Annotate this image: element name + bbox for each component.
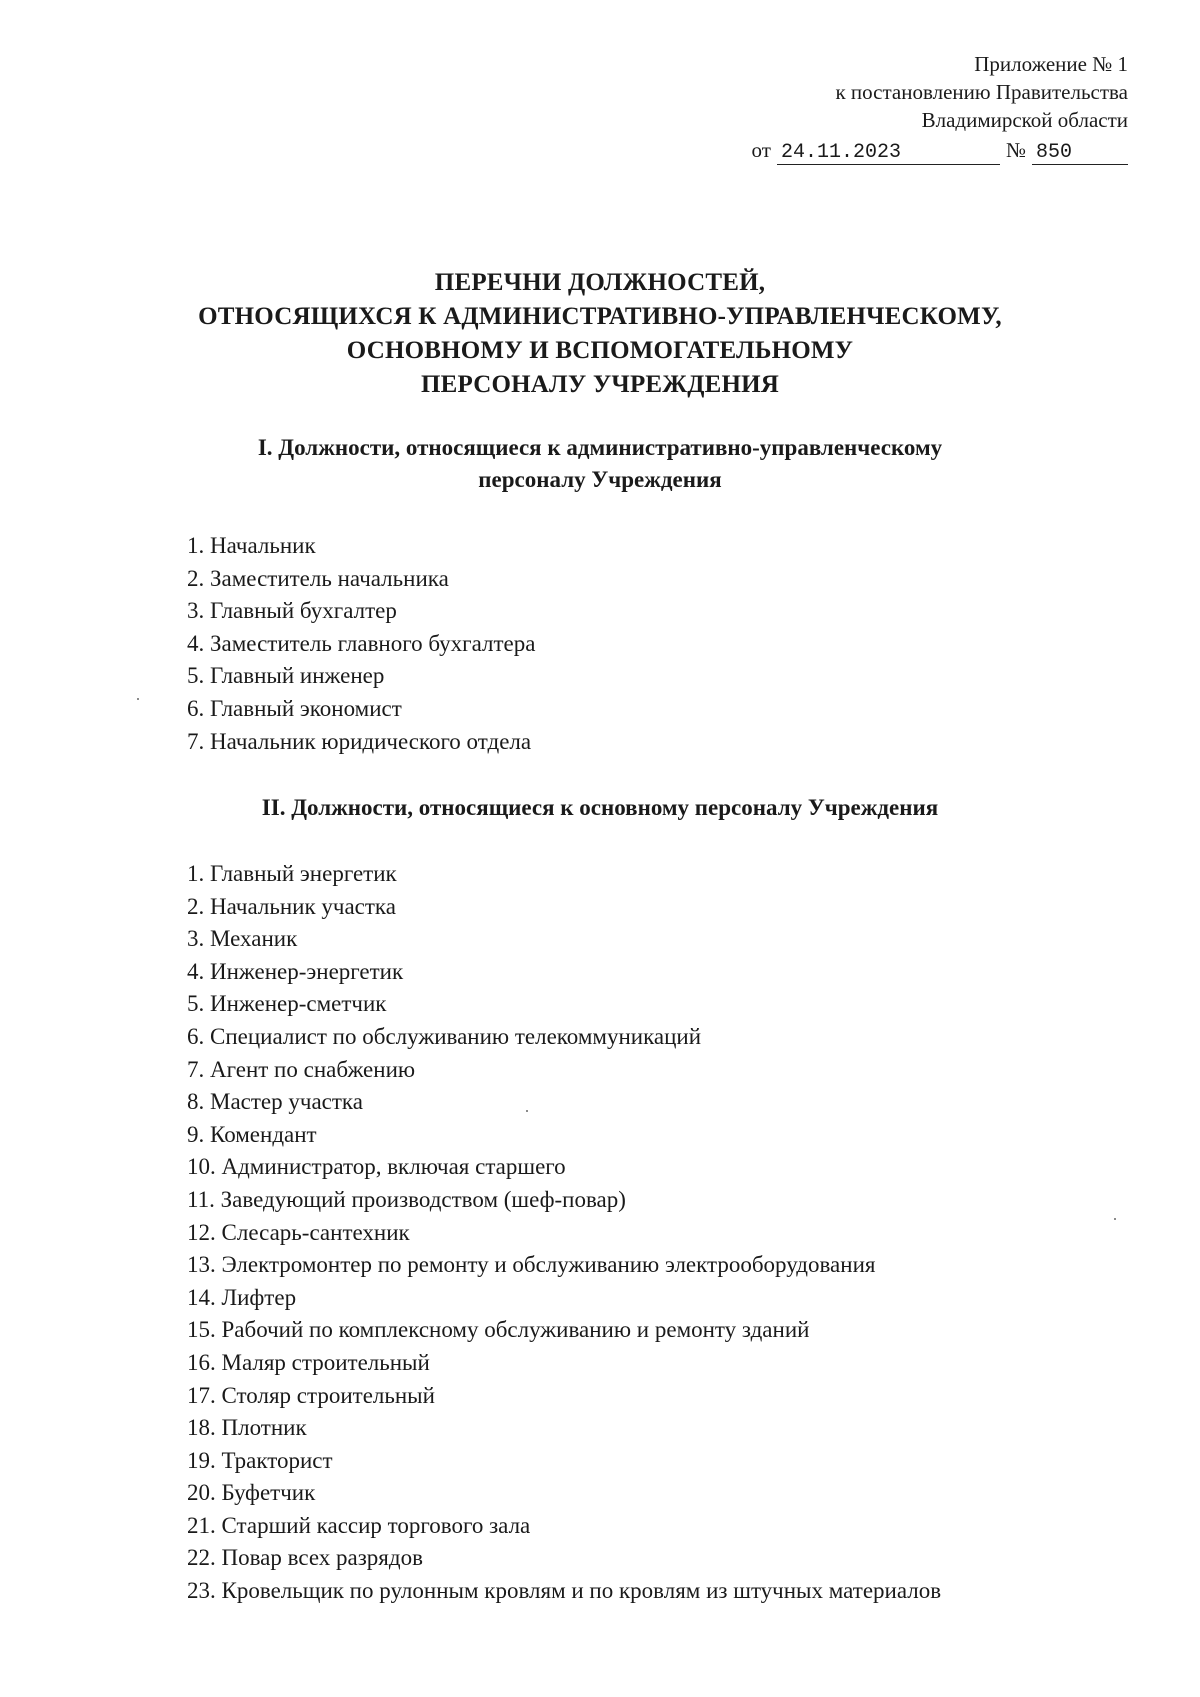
list-item: 9. Комендант — [187, 1121, 317, 1147]
appendix-resolution-line: к постановлению Правительства — [835, 80, 1128, 104]
appendix-date-line — [752, 136, 1128, 165]
title-line: ОСНОВНОМУ И ВСПОМОГАТЕЛЬНОМУ — [346, 337, 854, 364]
list-item: 23. Кровельщик по рулонным кровлям и по кровлям из штучных материалов — [187, 1578, 942, 1604]
title-line: ПЕРЕЧНИ ДОЛЖНОСТЕЙ, — [434, 269, 766, 296]
list-item: 18. Плотник — [187, 1415, 307, 1441]
list-item: 10. Администратор, включая старшего — [187, 1154, 566, 1180]
list-item: 7. Начальник юридического отдела — [187, 728, 532, 754]
list-item: 1. Начальник — [187, 533, 316, 558]
title-line: ОТНОСЯЩИХСЯ К АДМИНИСТРАТИВНО-УПРАВЛЕНЧЕСКОМУ, — [198, 303, 1002, 330]
list-item: 3. Главный бухгалтер — [187, 598, 397, 624]
date-value: 24.11.2023 — [777, 142, 1000, 165]
list-item: 12. Слесарь-сантехник — [187, 1219, 410, 1245]
scan-speck — [137, 698, 139, 700]
section-heading-line: II. Должности, относящиеся к основному персоналу Учреждения — [261, 795, 939, 820]
list-item: 15. Рабочий по комплексному обслуживанию и ремонту зданий — [187, 1317, 810, 1343]
date-prefix: от — [751, 138, 771, 162]
list-item: 5. Главный инженер — [187, 663, 385, 689]
scan-speck — [526, 1110, 528, 1112]
list-item: 17. Столяр строительный — [187, 1382, 435, 1408]
list-item: 5. Инженер-сметчик — [187, 991, 387, 1017]
appendix-region-line: Владимирской области — [921, 108, 1128, 132]
section-2-list — [187, 858, 941, 1608]
scan-speck — [1114, 1218, 1116, 1220]
list-item: 1. Главный энергетик — [187, 861, 397, 886]
list-item: 20. Буфетчик — [187, 1480, 316, 1506]
section-heading-line: I. Должности, относящиеся к административно-управленческому — [257, 435, 943, 460]
list-item: 4. Инженер-энергетик — [187, 958, 404, 984]
list-item: 6. Главный экономист — [187, 695, 402, 721]
list-item: 3. Механик — [187, 926, 298, 952]
list-item: 8. Мастер участка — [187, 1089, 363, 1115]
title-line: ПЕРСОНАЛУ УЧРЕЖДЕНИЯ — [420, 371, 780, 398]
section-1-list — [187, 530, 535, 758]
number-value: 850 — [1032, 142, 1128, 165]
list-item: 2. Заместитель начальника — [187, 565, 449, 591]
list-item: 16. Маляр строительный — [187, 1349, 430, 1375]
list-item: 21. Старший кассир торгового зала — [187, 1512, 531, 1538]
list-item: 22. Повар всех разрядов — [187, 1545, 423, 1571]
section-heading-line: персоналу Учреждения — [478, 467, 722, 492]
list-item: 14. Лифтер — [187, 1284, 297, 1310]
list-item: 11. Заведующий производством (шеф-повар) — [187, 1186, 626, 1212]
list-item: 2. Начальник участка — [187, 893, 396, 919]
document-title — [0, 266, 1200, 402]
list-item: 7. Агент по снабжению — [187, 1056, 416, 1082]
list-item: 13. Электромонтер по ремонту и обслуживанию электрооборудования — [187, 1252, 876, 1278]
appendix-block — [752, 50, 1128, 165]
list-item: 4. Заместитель главного бухгалтера — [187, 630, 536, 656]
number-prefix: № — [1005, 138, 1026, 162]
list-item: 19. Тракторист — [187, 1447, 333, 1473]
list-item: 6. Специалист по обслуживанию телекоммуникаций — [187, 1023, 702, 1049]
section-1-heading — [0, 432, 1200, 496]
appendix-number-line: Приложение № 1 — [974, 52, 1128, 76]
section-2-heading — [0, 792, 1200, 824]
